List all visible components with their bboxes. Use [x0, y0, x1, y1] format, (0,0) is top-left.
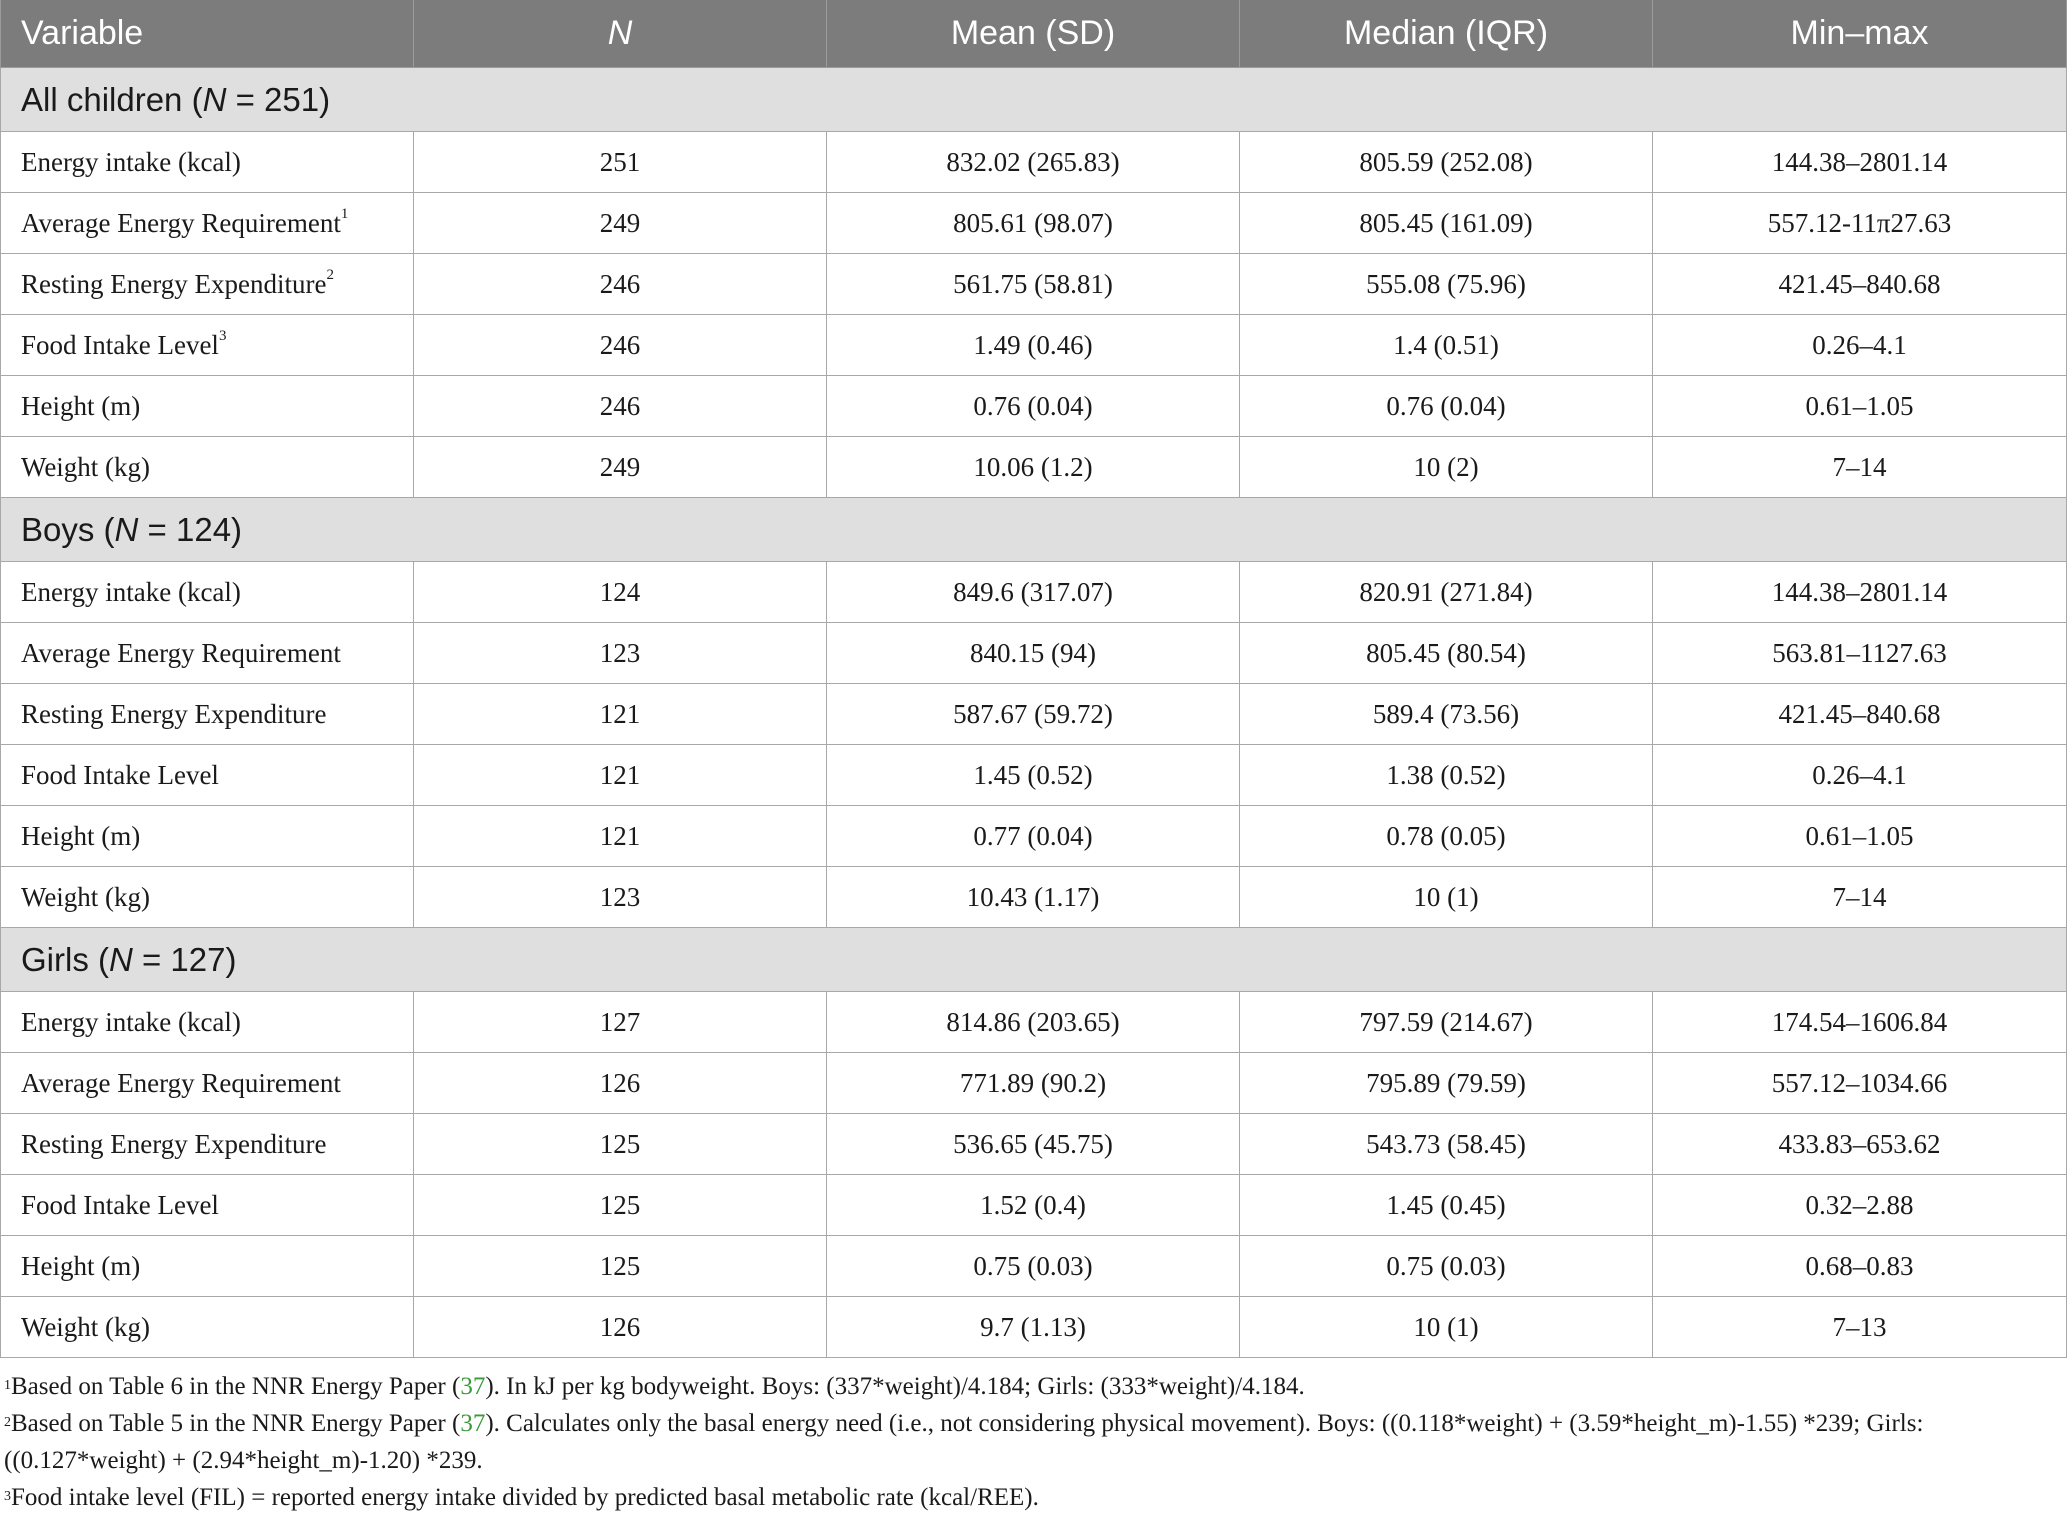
table-row — [1, 992, 2067, 1053]
variable-label: Weight (kg) — [21, 451, 151, 482]
variable-label: Weight (kg) — [21, 881, 151, 912]
footnote-text: Based on Table 6 in the NNR Energy Paper ( — [11, 1373, 461, 1400]
cell-n: 251 — [414, 132, 827, 193]
variable-label: Average Energy Requirement — [21, 637, 341, 668]
section-label-n: N — [108, 940, 133, 978]
cell-median: 805.45 (80.54) — [1240, 623, 1653, 684]
cell-variable — [1, 254, 414, 315]
table-row — [1, 1114, 2067, 1175]
cell-median: 589.4 (73.56) — [1240, 684, 1653, 745]
cell-mean: 849.6 (317.07) — [827, 562, 1240, 623]
cell-mean: 1.52 (0.4) — [827, 1175, 1240, 1236]
cell-variable — [1, 867, 414, 928]
cell-variable — [1, 562, 414, 623]
table-row — [1, 1053, 2067, 1114]
cell-mean: 840.15 (94) — [827, 623, 1240, 684]
table-row — [1, 745, 2067, 806]
cell-variable — [1, 315, 414, 376]
variable-label: Height (m) — [21, 390, 141, 421]
footnote — [4, 1368, 2059, 1405]
table-row — [1, 1297, 2067, 1358]
cell-mean: 0.75 (0.03) — [827, 1236, 1240, 1297]
cell-variable — [1, 1297, 414, 1358]
cell-variable — [1, 132, 414, 193]
footnote-text: Food intake level (FIL) = reported energy intake divided by predicted basal metabolic rate (kcal/REE). — [11, 1484, 1039, 1511]
section-label-prefix: Girls ( — [21, 940, 109, 978]
table-row — [1, 1175, 2067, 1236]
cell-median: 0.75 (0.03) — [1240, 1236, 1653, 1297]
cell-mean: 536.65 (45.75) — [827, 1114, 1240, 1175]
cell-mean: 0.76 (0.04) — [827, 376, 1240, 437]
cell-n: 246 — [414, 315, 827, 376]
cell-median: 805.59 (252.08) — [1240, 132, 1653, 193]
table-row — [1, 315, 2067, 376]
table-row — [1, 193, 2067, 254]
variable-label: Energy intake (kcal) — [21, 576, 241, 607]
cell-minmax: 433.83–653.62 — [1653, 1114, 2067, 1175]
footnote-text-after: ). In kJ per kg bodyweight. Boys: (337*weight)/4.184; Girls: (333*weight)/4.184. — [485, 1373, 1305, 1400]
table-row — [1, 867, 2067, 928]
footnote-marker: 1 — [340, 205, 349, 222]
section-label-prefix: All children ( — [21, 80, 203, 118]
cell-minmax: 557.12–1034.66 — [1653, 1053, 2067, 1114]
cell-minmax: 0.32–2.88 — [1653, 1175, 2067, 1236]
cell-mean: 0.77 (0.04) — [827, 806, 1240, 867]
section-header-row — [1, 928, 2067, 992]
cell-mean: 771.89 (90.2) — [827, 1053, 1240, 1114]
cell-variable — [1, 193, 414, 254]
footnote-number: 2 — [4, 1415, 11, 1430]
cell-median: 797.59 (214.67) — [1240, 992, 1653, 1053]
cell-minmax: 0.26–4.1 — [1653, 745, 2067, 806]
variable-label: Resting Energy Expenditure — [21, 268, 327, 299]
variable-label: Energy intake (kcal) — [21, 146, 241, 177]
table-row — [1, 684, 2067, 745]
variable-label: Food Intake Level — [21, 329, 219, 360]
variable-label: Food Intake Level — [21, 1189, 219, 1220]
cell-mean: 587.67 (59.72) — [827, 684, 1240, 745]
section-label-n: N — [202, 80, 227, 118]
cell-n: 121 — [414, 806, 827, 867]
variable-label: Height (m) — [21, 820, 141, 851]
cell-minmax: 7–13 — [1653, 1297, 2067, 1358]
footnote-text: Based on Table 5 in the NNR Energy Paper ( — [11, 1410, 461, 1437]
table-row — [1, 376, 2067, 437]
cell-median: 10 (2) — [1240, 437, 1653, 498]
cell-minmax: 144.38–2801.14 — [1653, 562, 2067, 623]
cell-n: 123 — [414, 867, 827, 928]
cell-mean: 1.45 (0.52) — [827, 745, 1240, 806]
table-row — [1, 806, 2067, 867]
cell-minmax: 421.45–840.68 — [1653, 684, 2067, 745]
cell-variable — [1, 1053, 414, 1114]
footnote — [4, 1479, 2059, 1516]
cell-mean: 832.02 (265.83) — [827, 132, 1240, 193]
cell-mean: 561.75 (58.81) — [827, 254, 1240, 315]
cell-minmax: 0.61–1.05 — [1653, 376, 2067, 437]
table-row — [1, 562, 2067, 623]
cell-median: 795.89 (79.59) — [1240, 1053, 1653, 1114]
cell-minmax: 144.38–2801.14 — [1653, 132, 2067, 193]
cell-mean: 10.06 (1.2) — [827, 437, 1240, 498]
section-label — [1, 498, 2067, 562]
cell-variable — [1, 1175, 414, 1236]
cell-variable — [1, 437, 414, 498]
cell-mean: 9.7 (1.13) — [827, 1297, 1240, 1358]
cell-n: 249 — [414, 193, 827, 254]
section-header-row — [1, 68, 2067, 132]
cell-n: 124 — [414, 562, 827, 623]
variable-label: Energy intake (kcal) — [21, 1006, 241, 1037]
table-row — [1, 623, 2067, 684]
variable-label: Weight (kg) — [21, 1311, 151, 1342]
cell-n: 121 — [414, 684, 827, 745]
cell-variable — [1, 745, 414, 806]
cell-minmax: 563.81–1127.63 — [1653, 623, 2067, 684]
cell-n: 125 — [414, 1236, 827, 1297]
footnotes — [0, 1358, 2067, 1516]
variable-label: Average Energy Requirement — [21, 1067, 341, 1098]
reference-link[interactable]: 37 — [460, 1373, 486, 1400]
cell-minmax: 421.45–840.68 — [1653, 254, 2067, 315]
variable-label: Resting Energy Expenditure — [21, 1128, 327, 1159]
section-header-row — [1, 498, 2067, 562]
footnote-number: 3 — [4, 1489, 11, 1504]
cell-median: 555.08 (75.96) — [1240, 254, 1653, 315]
cell-variable — [1, 1114, 414, 1175]
variable-label: Height (m) — [21, 1250, 141, 1281]
footnote-marker: 2 — [326, 266, 334, 283]
cell-variable — [1, 806, 414, 867]
table-row — [1, 437, 2067, 498]
cell-n: 246 — [414, 376, 827, 437]
cell-n: 127 — [414, 992, 827, 1053]
cell-median: 805.45 (161.09) — [1240, 193, 1653, 254]
variable-label: Average Energy Requirement — [21, 207, 341, 238]
cell-median: 543.73 (58.45) — [1240, 1114, 1653, 1175]
section-label — [1, 68, 2067, 132]
cell-n: 126 — [414, 1053, 827, 1114]
cell-median: 1.4 (0.51) — [1240, 315, 1653, 376]
variable-label: Food Intake Level — [21, 759, 219, 790]
cell-median: 10 (1) — [1240, 867, 1653, 928]
cell-variable — [1, 684, 414, 745]
cell-n: 126 — [414, 1297, 827, 1358]
section-label-n: N — [114, 510, 139, 548]
section-label-suffix: = 124) — [138, 510, 243, 548]
cell-variable — [1, 992, 414, 1053]
cell-median: 820.91 (271.84) — [1240, 562, 1653, 623]
cell-n: 125 — [414, 1175, 827, 1236]
cell-variable — [1, 1236, 414, 1297]
header-row — [1, 0, 2067, 68]
cell-minmax: 7–14 — [1653, 437, 2067, 498]
cell-n: 123 — [414, 623, 827, 684]
footnote-text-after: ). Calculates only the basal energy need (i.e., not considering physical movement). Boys: ((0.118*weight) + (3.59*height_m)-1.55) *239; Girls: ((0.127*weight) + (2.94*height_m)-1.20) *239. — [4, 1410, 1924, 1474]
cell-minmax: 557.12-11π27.63 — [1653, 193, 2067, 254]
cell-median: 1.45 (0.45) — [1240, 1175, 1653, 1236]
cell-mean: 814.86 (203.65) — [827, 992, 1240, 1053]
reference-link[interactable]: 37 — [460, 1410, 486, 1437]
cell-median: 10 (1) — [1240, 1297, 1653, 1358]
cell-minmax: 0.68–0.83 — [1653, 1236, 2067, 1297]
table-row — [1, 132, 2067, 193]
table-row — [1, 254, 2067, 315]
footnote-number: 1 — [4, 1378, 11, 1393]
section-label-suffix: = 127) — [132, 940, 237, 978]
cell-n: 249 — [414, 437, 827, 498]
cell-minmax: 7–14 — [1653, 867, 2067, 928]
cell-mean: 1.49 (0.46) — [827, 315, 1240, 376]
section-label-suffix: = 251) — [226, 80, 331, 118]
header-n: N — [414, 0, 827, 68]
cell-minmax: 0.61–1.05 — [1653, 806, 2067, 867]
section-label-prefix: Boys ( — [21, 510, 115, 548]
table-body — [1, 68, 2067, 1358]
cell-minmax: 0.26–4.1 — [1653, 315, 2067, 376]
cell-variable — [1, 623, 414, 684]
cell-variable — [1, 376, 414, 437]
header-mean: Mean (SD) — [827, 0, 1240, 68]
header-variable: Variable — [1, 0, 414, 68]
cell-n: 125 — [414, 1114, 827, 1175]
footnote-marker: 3 — [218, 327, 227, 344]
cell-median: 0.78 (0.05) — [1240, 806, 1653, 867]
footnote — [4, 1405, 2059, 1479]
cell-n: 246 — [414, 254, 827, 315]
section-label — [1, 928, 2067, 992]
cell-median: 1.38 (0.52) — [1240, 745, 1653, 806]
table-row — [1, 1236, 2067, 1297]
header-median: Median (IQR) — [1240, 0, 1653, 68]
cell-n: 121 — [414, 745, 827, 806]
cell-mean: 805.61 (98.07) — [827, 193, 1240, 254]
header-minmax: Min–max — [1653, 0, 2067, 68]
cell-minmax: 174.54–1606.84 — [1653, 992, 2067, 1053]
cell-median: 0.76 (0.04) — [1240, 376, 1653, 437]
variable-label: Resting Energy Expenditure — [21, 698, 327, 729]
cell-mean: 10.43 (1.17) — [827, 867, 1240, 928]
